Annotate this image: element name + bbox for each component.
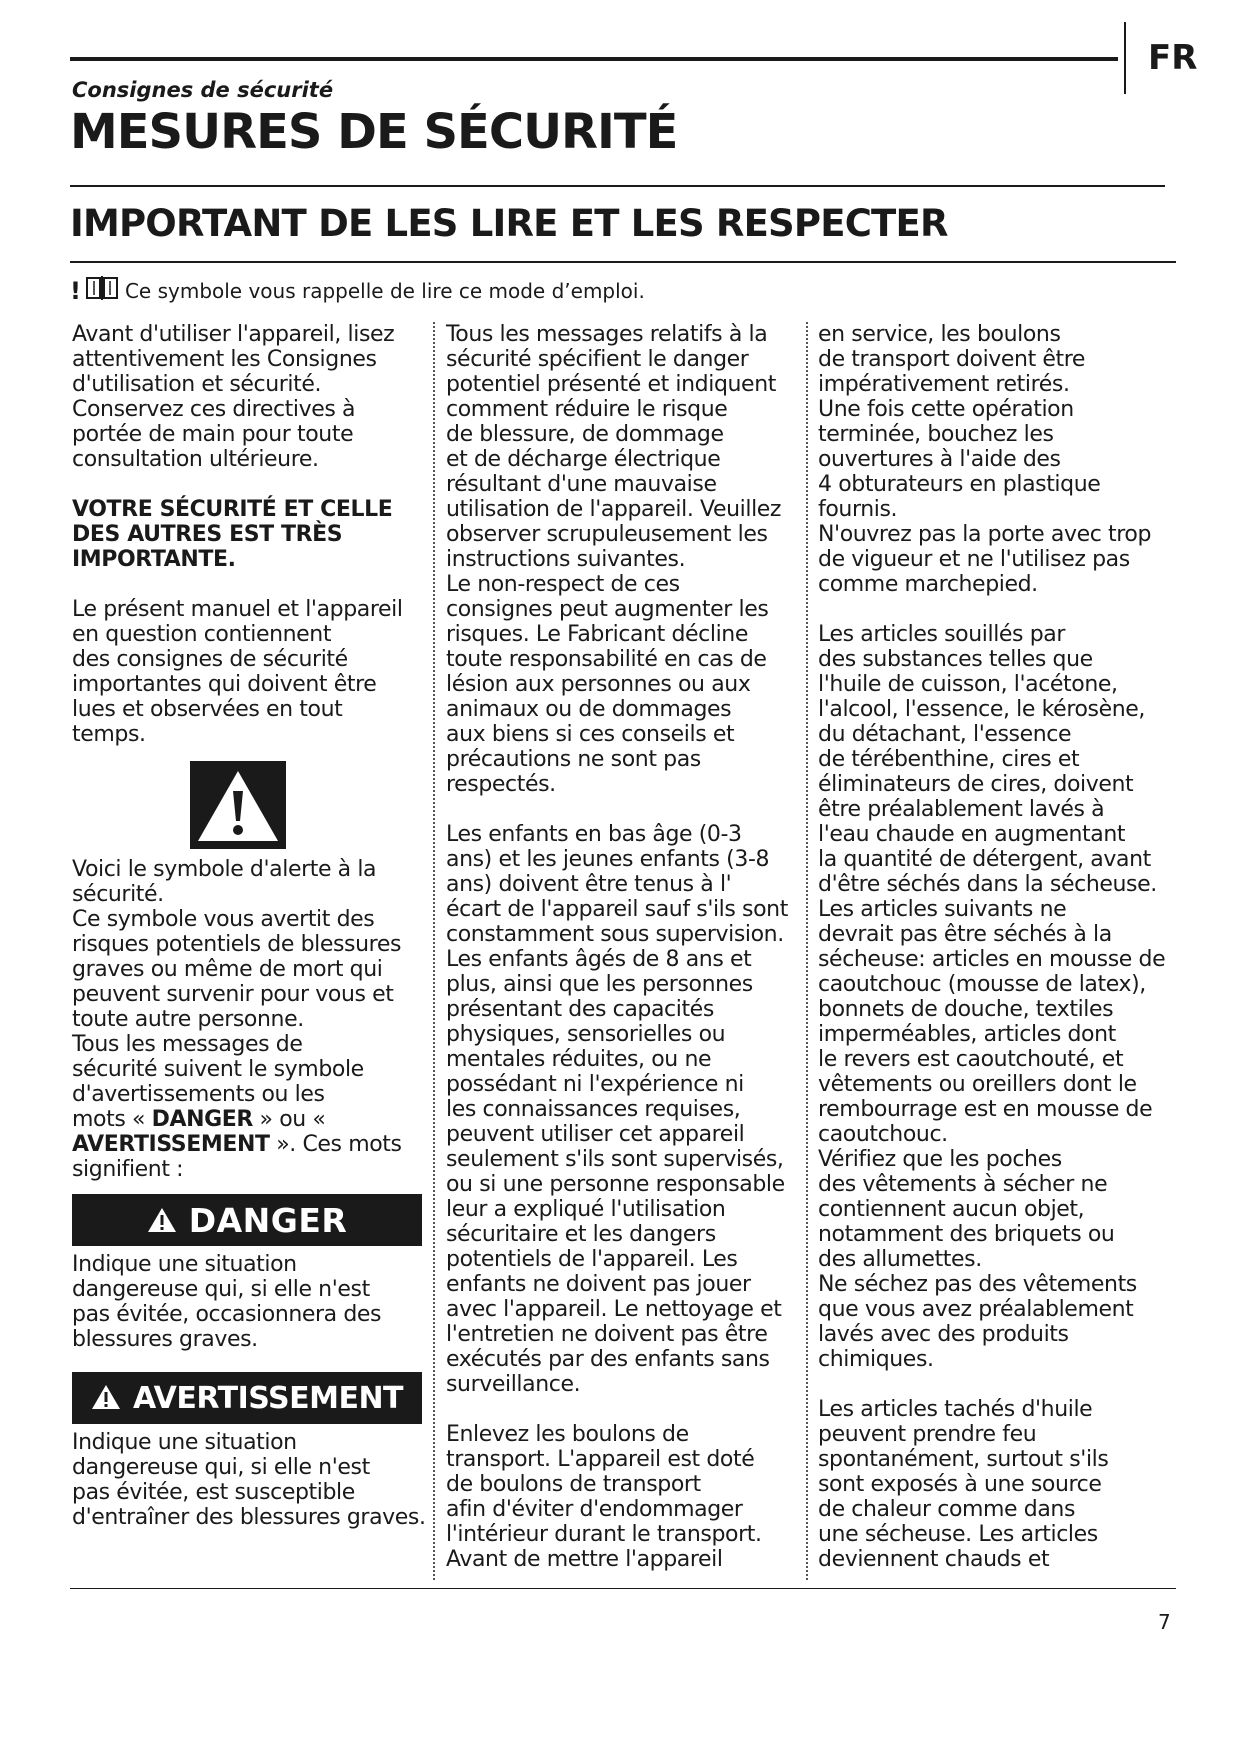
text-line: constamment sous supervision. <box>446 922 784 947</box>
text-fragment: mots « <box>72 1107 152 1132</box>
text-line: peuvent prendre feu <box>818 1422 1037 1447</box>
text-line: dangereuse qui, si elle n'est <box>72 1277 370 1302</box>
column-separator <box>806 322 808 1580</box>
page-number: 7 <box>1158 1610 1171 1634</box>
text-line: transport. L'appareil est doté <box>446 1447 755 1472</box>
section-kicker: Consignes de sécurité <box>72 78 334 102</box>
text-line: consignes peut augmenter les <box>446 597 769 622</box>
text-line: chimiques. <box>818 1347 934 1372</box>
text-line: ans) et les jeunes enfants (3-8 <box>446 847 770 872</box>
text-line: graves ou même de mort qui <box>72 957 383 982</box>
text-line: du détachant, l'essence <box>818 722 1072 747</box>
text-line: lues et observées en tout <box>72 697 343 722</box>
text-line: surveillance. <box>446 1372 581 1397</box>
text-line: Les articles tachés d'huile <box>818 1397 1093 1422</box>
text-line: Tous les messages de <box>72 1032 303 1057</box>
safety-heading-line: DES AUTRES EST TRÈS <box>72 522 343 547</box>
text-line: l'eau chaude en augmentant <box>818 822 1126 847</box>
text-line: pas évitée, occasionnera des <box>72 1302 382 1327</box>
text-line: Enlevez les boulons de <box>446 1422 689 1447</box>
text-line: potentiel présenté et indiquent <box>446 372 776 397</box>
text-line: peuvent survenir pour vous et <box>72 982 394 1007</box>
text-line: Indique une situation <box>72 1252 297 1277</box>
text-line: instructions suivantes. <box>446 547 686 572</box>
text-line: de transport doivent être <box>818 347 1086 372</box>
text-line: Ne séchez pas des vêtements <box>818 1272 1137 1297</box>
manual-symbol-line <box>70 275 645 306</box>
text-line: caoutchouc. <box>818 1122 948 1147</box>
text-line: Voici le symbole d'alerte à la <box>72 857 377 882</box>
text-line: Les enfants âgés de 8 ans et <box>446 947 752 972</box>
column-1 <box>72 322 424 1530</box>
text-fragment: ». Ces mots <box>269 1132 402 1157</box>
text-line: physiques, sensorielles ou <box>446 1022 726 1047</box>
text-line: Avant de mettre l'appareil <box>446 1547 723 1572</box>
text-line: sécuritaire et les dangers <box>446 1222 716 1247</box>
text-line: contiennent aucun objet, <box>818 1197 1085 1222</box>
text-line: de térébenthine, cires et <box>818 747 1080 772</box>
text-line: possédant ni l'expérience ni <box>446 1072 744 1097</box>
text-line <box>72 1107 424 1132</box>
text-line: consultation ultérieure. <box>72 447 319 472</box>
danger-signal-box <box>72 1194 422 1246</box>
column-2 <box>446 322 804 1572</box>
text-line: blessures graves. <box>72 1327 258 1352</box>
text-line: Indique une situation <box>72 1430 297 1455</box>
safety-alert-icon <box>190 761 286 849</box>
text-line: spontanément, surtout s'ils <box>818 1447 1109 1472</box>
text-line: de vigueur et ne l'utilisez pas <box>818 547 1130 572</box>
top-rule <box>70 57 1118 61</box>
text-line: Tous les messages relatifs à la <box>446 322 768 347</box>
text-line: précautions ne sont pas <box>446 747 701 772</box>
text-line: dangereuse qui, si elle n'est <box>72 1455 370 1480</box>
text-line: leur a expliqué l'utilisation <box>446 1197 726 1222</box>
text-line: mentales réduites, ou ne <box>446 1047 712 1072</box>
text-line: et de décharge électrique <box>446 447 721 472</box>
text-line: l'alcool, l'essence, le kérosène, <box>818 697 1146 722</box>
danger-label: DANGER <box>188 1200 348 1240</box>
text-line: Une fois cette opération <box>818 397 1074 422</box>
column-separator <box>433 322 435 1580</box>
text-line: signifient : <box>72 1157 184 1182</box>
text-line: plus, ainsi que les personnes <box>446 972 753 997</box>
text-line: ou si une personne responsable <box>446 1172 785 1197</box>
text-line: écart de l'appareil sauf s'ils sont <box>446 897 788 922</box>
text-line: Vérifiez que les poches <box>818 1147 1062 1172</box>
text-line: comment réduire le risque <box>446 397 728 422</box>
safety-heading-line: VOTRE SÉCURITÉ ET CELLE <box>72 497 393 522</box>
language-tab: FR <box>1148 38 1198 78</box>
text-line: seulement s'ils sont supervisés, <box>446 1147 784 1172</box>
danger-keyword: DANGER <box>151 1107 253 1132</box>
text-line: la quantité de détergent, avant <box>818 847 1151 872</box>
text-fragment: » ou « <box>252 1107 326 1132</box>
title-rule <box>70 185 1165 187</box>
column-3 <box>818 322 1178 1572</box>
text-line: toute autre personne. <box>72 1007 304 1032</box>
text-line: en question contiennent <box>72 622 332 647</box>
text-line: présentant des capacités <box>446 997 714 1022</box>
text-line: importantes qui doivent être <box>72 672 377 697</box>
page-subtitle: IMPORTANT DE LES LIRE ET LES RESPECTER <box>70 202 948 245</box>
text-line: rembourrage est en mousse de <box>818 1097 1153 1122</box>
text-line: l'huile de cuisson, l'acétone, <box>818 672 1118 697</box>
text-line: d'avertissements ou les <box>72 1082 325 1107</box>
text-line: devrait pas être séchés à la <box>818 922 1112 947</box>
open-book-icon <box>85 275 119 306</box>
text-line: résultant d'une mauvaise <box>446 472 717 497</box>
text-line: toute responsabilité en cas de <box>446 647 767 672</box>
text-line: l'entretien ne doivent pas être <box>446 1322 768 1347</box>
warning-signal-box <box>72 1372 422 1424</box>
subtitle-rule <box>70 261 1176 263</box>
text-line: temps. <box>72 722 146 747</box>
text-line: Les enfants en bas âge (0-3 <box>446 822 742 847</box>
text-line: exécutés par des enfants sans <box>446 1347 770 1372</box>
text-line: 4 obturateurs en plastique <box>818 472 1101 497</box>
text-line: fournis. <box>818 497 898 522</box>
text-line: aux biens si ces conseils et <box>446 722 735 747</box>
text-line: avec l'appareil. Le nettoyage et <box>446 1297 782 1322</box>
text-line: utilisation de l'appareil. Veuillez <box>446 497 782 522</box>
text-line: des vêtements à sécher ne <box>818 1172 1108 1197</box>
lang-divider <box>1124 22 1126 94</box>
text-line: observer scrupuleusement les <box>446 522 768 547</box>
warning-triangle-icon <box>91 1384 121 1413</box>
text-line: ouvertures à l'aide des <box>818 447 1061 472</box>
text-line: d'être séchés dans la sécheuse. <box>818 872 1157 897</box>
text-line: des consignes de sécurité <box>72 647 348 672</box>
text-line: pas évitée, est susceptible <box>72 1480 355 1505</box>
text-line: sécheuse: articles en mousse de <box>818 947 1166 972</box>
text-line: respectés. <box>446 772 556 797</box>
symbol-note: Ce symbole vous rappelle de lire ce mode d’emploi. <box>124 278 645 303</box>
text-line: de boulons de transport <box>446 1472 701 1497</box>
text-line: N'ouvrez pas la porte avec trop <box>818 522 1152 547</box>
text-line: animaux ou de dommages <box>446 697 732 722</box>
footer-rule <box>70 1588 1176 1589</box>
text-line: peuvent utiliser cet appareil <box>446 1122 745 1147</box>
text-line: d'entraîner des blessures graves. <box>72 1505 426 1530</box>
page-title: MESURES DE SÉCURITÉ <box>70 104 678 160</box>
warning-label: AVERTISSEMENT <box>132 1380 404 1416</box>
text-line: attentivement les Consignes <box>72 347 377 372</box>
text-line: portée de main pour toute <box>72 422 354 447</box>
text-line: Le présent manuel et l'appareil <box>72 597 403 622</box>
text-line: en service, les boulons <box>818 322 1061 347</box>
text-line: Le non-respect de ces <box>446 572 680 597</box>
text-line: terminée, bouchez les <box>818 422 1054 447</box>
text-line: Conservez ces directives à <box>72 397 356 422</box>
text-line: sécurité suivent le symbole <box>72 1057 364 1082</box>
text-line: vêtements ou oreillers dont le <box>818 1072 1137 1097</box>
text-line: sont exposés à une source <box>818 1472 1102 1497</box>
text-line: des allumettes. <box>818 1247 982 1272</box>
text-line: deviennent chauds et <box>818 1547 1050 1572</box>
text-line: sécurité. <box>72 882 164 907</box>
text-line: lavés avec des produits <box>818 1322 1069 1347</box>
text-line: ans) doivent être tenus à l' <box>446 872 732 897</box>
text-line: Les articles suivants ne <box>818 897 1067 922</box>
text-line: afin d'éviter d'endommager <box>446 1497 743 1522</box>
text-line: être préalablement lavés à <box>818 797 1105 822</box>
text-line: Ce symbole vous avertit des <box>72 907 375 932</box>
warning-keyword: AVERTISSEMENT <box>72 1132 270 1157</box>
safety-heading-line: IMPORTANTE. <box>72 547 236 572</box>
text-line: Les articles souillés par <box>818 622 1066 647</box>
text-line <box>72 1132 424 1157</box>
text-line: notamment des briquets ou <box>818 1222 1115 1247</box>
text-line: les connaissances requises, <box>446 1097 741 1122</box>
text-line: imperméables, articles dont <box>818 1022 1116 1047</box>
text-line: risques potentiels de blessures <box>72 932 402 957</box>
text-line: une sécheuse. Les articles <box>818 1522 1098 1547</box>
text-line: de chaleur comme dans <box>818 1497 1076 1522</box>
text-line: d'utilisation et sécurité. <box>72 372 322 397</box>
text-line: Avant d'utiliser l'appareil, lisez <box>72 322 395 347</box>
text-line: lésion aux personnes ou aux <box>446 672 751 697</box>
text-line: enfants ne doivent pas jouer <box>446 1272 751 1297</box>
text-line: impérativement retirés. <box>818 372 1070 397</box>
text-line: bonnets de douche, textiles <box>818 997 1114 1022</box>
warning-triangle-icon <box>147 1207 177 1234</box>
exclamation-mark: ! <box>70 276 81 305</box>
text-line: le revers est caoutchouté, et <box>818 1047 1124 1072</box>
text-line: sécurité spécifient le danger <box>446 347 749 372</box>
text-line: caoutchouc (mousse de latex), <box>818 972 1146 997</box>
text-line: que vous avez préalablement <box>818 1297 1134 1322</box>
text-line: de blessure, de dommage <box>446 422 724 447</box>
text-line: l'intérieur durant le transport. <box>446 1522 762 1547</box>
text-line: des substances telles que <box>818 647 1093 672</box>
text-line: comme marchepied. <box>818 572 1038 597</box>
text-line: éliminateurs de cires, doivent <box>818 772 1134 797</box>
text-line: potentiels de l'appareil. Les <box>446 1247 738 1272</box>
text-line: risques. Le Fabricant décline <box>446 622 748 647</box>
